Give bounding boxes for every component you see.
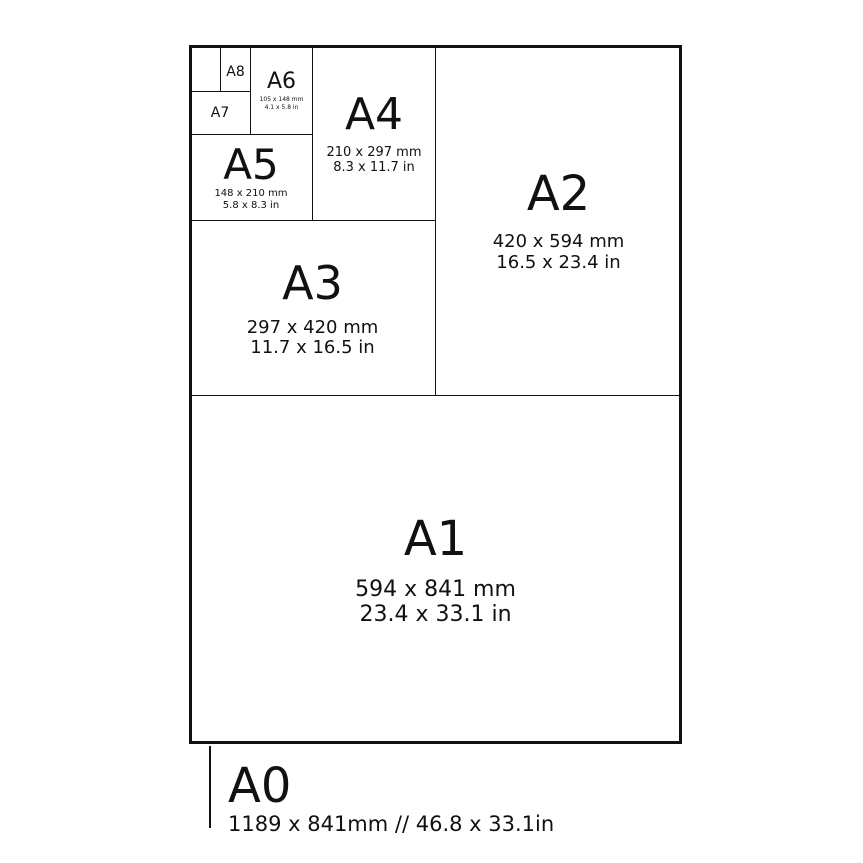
a6-in: 4.1 x 5.8 in [264,103,299,111]
smallest-sheet-cell [189,45,221,92]
a0-dimensions: 1189 x 841mm // 46.8 x 33.1in [228,812,555,836]
a1-cell [189,395,682,744]
a8-cell [220,45,251,92]
a3-label: A3 [282,255,343,310]
a0-label: A0 [228,758,292,814]
a3-in: 11.7 x 16.5 in [250,337,375,359]
a1-label: A1 [403,510,468,567]
a6-label: A6 [266,69,297,95]
a4-in: 8.3 x 11.7 in [333,160,415,176]
a7-label: A7 [210,104,230,121]
a8-label: A8 [226,64,245,80]
a1-mm: 594 x 841 mm [355,576,516,602]
a2-cell [435,45,682,396]
a5-mm: 148 x 210 mm [214,188,288,199]
a6-mm: 105 x 148 mm [259,96,304,104]
a3-cell [189,220,436,396]
a2-in: 16.5 x 23.4 in [496,252,621,274]
a6-cell [250,45,313,135]
a0-marker-line [209,746,211,828]
a1-in: 23.4 x 33.1 in [359,602,512,628]
a5-cell [189,134,313,221]
a5-label: A5 [223,140,279,189]
a4-label: A4 [344,88,404,140]
a4-mm: 210 x 297 mm [326,145,422,161]
a2-label: A2 [526,166,591,223]
a7-cell [189,91,251,135]
a4-cell [312,45,436,221]
a3-mm: 297 x 420 mm [246,316,379,338]
a2-mm: 420 x 594 mm [492,231,625,253]
a5-in: 5.8 x 8.3 in [222,199,280,211]
